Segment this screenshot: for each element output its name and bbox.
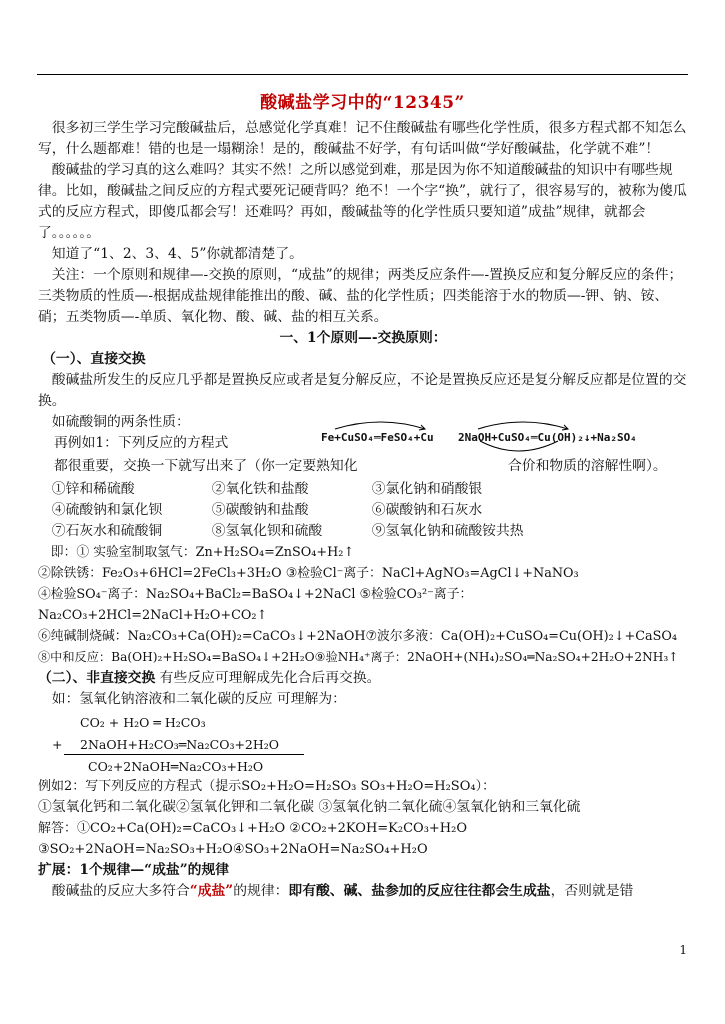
equation-2-text: 2NaOH+CuSO₄═Cu(OH)₂↓+Na₂SO₄ <box>458 431 637 444</box>
calc-line-2: 2NaOH+H₂CO₃═Na₂CO₃+2H₂O <box>80 737 280 752</box>
intro-paragraph-2: 酸碱盐的学习真的这么难吗？其实不然！之所以感觉到难，那是因为你不知道酸碱盐的知识中有哪些规律。比如，酸碱盐之间反应的方程式要死记硬背吗？绝不！一个字“换”，就行了，很容易写的，被称为傻瓜式的反应方程式，即傻瓜都会写！还难吗？再如，酸碱盐等的化学性质只要知道”成盐”规律，就都会了。。。。。。 <box>38 162 687 241</box>
list-item-row <box>52 500 532 521</box>
calc-divider <box>64 754 304 755</box>
equation-1-text: Fe+CuSO₄═FeSO₄+Cu <box>321 431 434 444</box>
example1-row <box>38 433 688 456</box>
direct-exchange-text: 酸碱盐所发生的反应几乎都是置换反应或者是复分解反应，不论是置换反应还是复分解反应都是位置的交换。 <box>38 372 687 409</box>
last-bold: 即有酸、碱、盐参加的反应往往都会生成盐 <box>288 883 551 899</box>
list-item: ②氧化铁和盐酸 <box>211 481 309 497</box>
intro-paragraph-4: 关注：一个原则和规律—-交换的原则，“成盐”的规律；两类反应条件—-置换反应和复分解反应的条件；三类物质的性质—-根据成盐规律能推出的酸、碱、盐的化学性质；四类能溶于水的物质—-钾、钠、铵、硝；五类物质—-单质、氧化物、酸、碱、盐的相互关系。 <box>38 267 683 325</box>
subsection-heading-indirect: （二）、非直接交换 <box>38 670 156 686</box>
example2-answer-2: ③SO₂+2NaOH=Na₂SO₃+H₂O④SO₃+2NaOH=Na₂SO₄+H₂O <box>38 842 428 857</box>
subsection-indirect <box>38 668 688 689</box>
list-item-row <box>52 479 532 500</box>
subsection-heading-direct: （一）、直接交换 <box>42 351 146 367</box>
list-item: ⑨氢氧化钠和硫酸铵共热 <box>371 523 524 539</box>
indirect-tail: 有些反应可理解成先化合后再交换。 <box>159 670 381 686</box>
answer-line-4: ⑥纯碱制烧碱：Na₂CO₃+Ca(OH)₂=CaCO₃↓+2NaOH⑦波尔多液：Ca(OH)₂+CuSO₄=Cu(OH)₂↓+CaSO₄ <box>38 629 678 644</box>
list-item: ③氯化钠和硝酸银 <box>371 481 483 497</box>
example1-cont-b: 合价和物质的溶解性啊）。 <box>508 458 667 474</box>
answer-line-5: ⑧中和反应：Ba(OH)₂+H₂SO₄=BaSO₄↓+2H₂O⑨验NH₄⁺离子：2NaOH+(NH₄)₂SO₄═Na₂SO₄+2H₂O+2NH₃↑ <box>38 650 679 664</box>
last-text-a: 酸碱盐的反应大多符合 <box>51 883 190 899</box>
example2-answer-1: 解答：①CO₂+Ca(OH)₂=CaCO₃↓+H₂O ②CO₂+2KOH=K₂CO₃+H₂O <box>38 821 468 836</box>
last-text-c: ，否则就是错 <box>550 883 634 899</box>
last-emphasis: “成盐” <box>189 883 234 899</box>
exchange-arrow-icon <box>321 417 441 447</box>
equation-figure-1 <box>321 427 434 448</box>
last-paragraph <box>38 881 688 902</box>
calc-result: CO₂+2NaOH═Na₂CO₃+H₂O <box>88 759 264 774</box>
example1-continuation <box>38 456 688 479</box>
equation-figure-2 <box>458 427 637 448</box>
answer-line-3: ④检验SO₄⁻离子：Na₂SO₄+BaCl₂=BaSO₄↓+2NaCl ⑤检验CO₃²⁻离子：Na₂CO₃+2HCl=2NaCl+H₂O+CO₂↑ <box>38 587 473 623</box>
list-item: ⑥碳酸钠和石灰水 <box>371 502 483 518</box>
header-rule <box>37 74 688 75</box>
copper-sulfate-line: 如硫酸铜的两条性质： <box>51 414 190 430</box>
intro-paragraph-1: 很多初三学生学习完酸碱盐后，总感觉化学真难！记不住酸碱盐有哪些化学性质，很多方程式都不知怎么写，什么题都难！错的也是一塌糊涂！是的，酸碱盐不好学，有句话叫做“学好酸碱盐，化学就不难”！ <box>38 120 687 157</box>
page-title: 酸碱盐学习中的“12345” <box>260 93 465 113</box>
indirect-example: 如：氢氧化钠溶液和二氧化碳的反应 可理解为： <box>51 691 346 707</box>
answer-line-1: 即：① 实验室制取氢气：Zn+H₂SO₄=ZnSO₄+H₂↑ <box>50 545 355 560</box>
list-item: ④硫酸钠和氯化钡 <box>51 502 163 518</box>
document-body <box>38 118 688 902</box>
last-text-b: 的规律： <box>233 883 289 899</box>
list-item: ⑧氢氧化钡和硫酸 <box>211 523 323 539</box>
exercise-items <box>52 479 532 542</box>
calc-plus: + <box>52 737 63 752</box>
calc-line-1: CO₂ + H₂O ═ H₂CO₃ <box>80 715 206 730</box>
answer-line-2: ②除铁锈：Fe₂O₃+6HCl=2FeCl₃+3H₂O ③检验Cl⁻离子：NaCl+AgNO₃=AgCl↓+NaNO₃ <box>38 566 579 581</box>
list-item: ⑤碳酸钠和盐酸 <box>211 502 309 518</box>
example2-items: ①氢氧化钙和二氧化碳②氢氧化钾和二氧化碳 ③氢氧化钠二氧化硫④氢氧化钠和三氧化硫 <box>38 799 581 815</box>
example1-cont-a: 都很重要，交换一下就写出来了（你一定要熟知化 <box>54 458 358 474</box>
intro-paragraph-3: 知道了“1、2、3、4、5”你就都清楚了。 <box>51 246 303 262</box>
stepwise-calculation <box>38 710 688 776</box>
page-number: 1 <box>679 943 687 957</box>
list-item-row <box>52 521 532 542</box>
list-item: ⑦石灰水和硫酸铜 <box>51 523 163 539</box>
list-item: ①锌和稀硫酸 <box>51 481 135 497</box>
example1-label: 再例如1：下列反应的方程式 <box>54 435 229 451</box>
section-heading-1: 一、1个原则—-交换原则： <box>279 330 447 346</box>
extension-heading: 扩展：1个规律—“成盐”的规律 <box>38 862 230 878</box>
example2-prompt: 例如2：写下列反应的方程式（提示SO₂+H₂O=H₂SO₃ SO₃+H₂O=H₂SO₄）： <box>38 779 496 794</box>
